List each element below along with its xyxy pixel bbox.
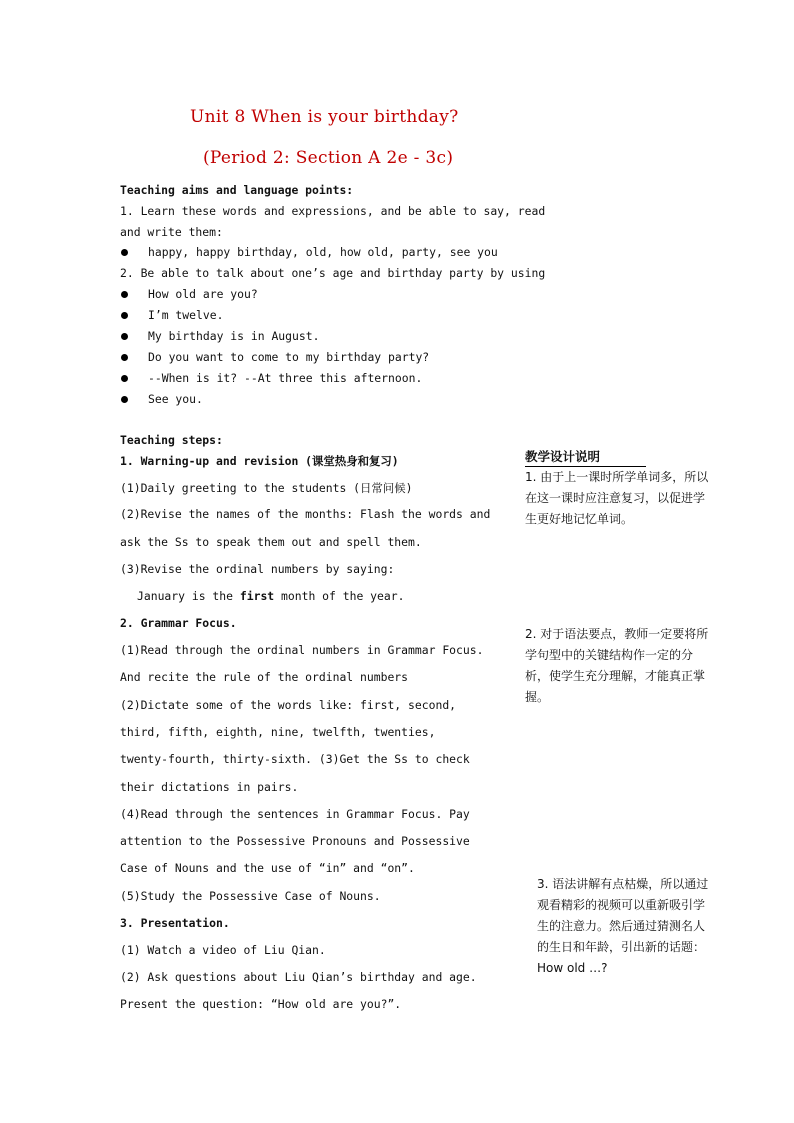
step-2-2d: their dictations in pairs. bbox=[120, 780, 299, 794]
bullet-icon bbox=[121, 375, 128, 382]
step-2-1b: And recite the rule of the ordinal numbers bbox=[120, 670, 409, 684]
bullet-icon bbox=[121, 291, 128, 298]
example-text: month of the year. bbox=[274, 589, 405, 603]
aims-item-2: 2. Be able to talk about one’s age and birthday party by using bbox=[120, 266, 546, 280]
step-3-2a: (2) Ask questions about Liu Qian’s birthday and age. bbox=[120, 970, 477, 984]
aims-bullet: I’m twelve. bbox=[148, 308, 224, 322]
step-2-2b: third, fifth, eighth, nine, twelfth, twenties, bbox=[120, 725, 436, 739]
design-note-2: 2. 对于语法要点，教师一定要将所学句型中的关键结构作一定的分析，使学生充分理解，才能真正掌握。 bbox=[525, 627, 709, 704]
step-1-heading: 1. Warning-up and revision (课堂热身和复习) bbox=[120, 454, 399, 468]
aims-bullet: My birthday is in August. bbox=[148, 329, 320, 343]
steps-heading: Teaching steps: bbox=[120, 433, 223, 447]
step-2-2c: twenty-fourth, thirty-sixth. (3)Get the Ss to check bbox=[120, 752, 470, 766]
step-1-1: (1)Daily greeting to the students (日常问候) bbox=[120, 481, 413, 495]
design-note-3: 3. 语法讲解有点枯燥，所以通过观看精彩的视频可以重新吸引学生的注意力。然后通过猜测名人的生日和年龄，引出新的话题：How old …? bbox=[537, 877, 709, 975]
design-note-1: 1. 由于上一课时所学单词多，所以在这一课时应注意复习，以促进学生更好地记忆单词。 bbox=[525, 470, 709, 526]
step-1-3-example bbox=[137, 589, 404, 603]
aims-item-1-line-1: 1. Learn these words and expressions, and be able to say, read bbox=[120, 204, 546, 218]
bullet-icon bbox=[121, 396, 128, 403]
step-2-1a: (1)Read through the ordinal numbers in Grammar Focus. bbox=[120, 643, 484, 657]
aims-words: happy, happy birthday, old, how old, party, see you bbox=[148, 245, 498, 259]
step-1-2b: ask the Ss to speak them out and spell them. bbox=[120, 535, 422, 549]
step-2-2a: (2)Dictate some of the words like: first, second, bbox=[120, 698, 457, 712]
bullet-icon bbox=[121, 312, 128, 319]
period-subtitle: (Period 2: Section A 2e - 3c) bbox=[203, 148, 454, 168]
step-1-3: (3)Revise the ordinal numbers by saying: bbox=[120, 562, 395, 576]
aims-bullet: Do you want to come to my birthday party? bbox=[148, 350, 430, 364]
example-text: January is the bbox=[137, 589, 240, 603]
step-3-1: (1) Watch a video of Liu Qian. bbox=[120, 943, 326, 957]
bullet-icon bbox=[121, 333, 128, 340]
step-3-heading: 3. Presentation. bbox=[120, 916, 230, 930]
step-2-4a: (4)Read through the sentences in Grammar Focus. Pay bbox=[120, 807, 470, 821]
step-1-2a: (2)Revise the names of the months: Flash the words and bbox=[120, 507, 491, 521]
aims-bullet: --When is it? --At three this afternoon. bbox=[148, 371, 423, 385]
step-2-heading: 2. Grammar Focus. bbox=[120, 616, 237, 630]
aims-item-1-line-2: and write them: bbox=[120, 225, 223, 239]
design-notes-heading: 教学设计说明 bbox=[525, 447, 646, 467]
step-2-5: (5)Study the Possessive Case of Nouns. bbox=[120, 889, 381, 903]
step-2-4c: Case of Nouns and the use of “in” and “on”. bbox=[120, 861, 415, 875]
aims-bullet: How old are you? bbox=[148, 287, 258, 301]
bullet-icon bbox=[121, 354, 128, 361]
step-3-2b: Present the question: “How old are you?”. bbox=[120, 997, 402, 1011]
aims-bullet: See you. bbox=[148, 392, 203, 406]
example-bold-word: first bbox=[239, 589, 275, 603]
unit-title: Unit 8 When is your birthday? bbox=[190, 107, 459, 127]
bullet-icon bbox=[121, 249, 128, 256]
step-2-4b: attention to the Possessive Pronouns and Possessive bbox=[120, 834, 470, 848]
aims-heading: Teaching aims and language points: bbox=[120, 183, 354, 197]
